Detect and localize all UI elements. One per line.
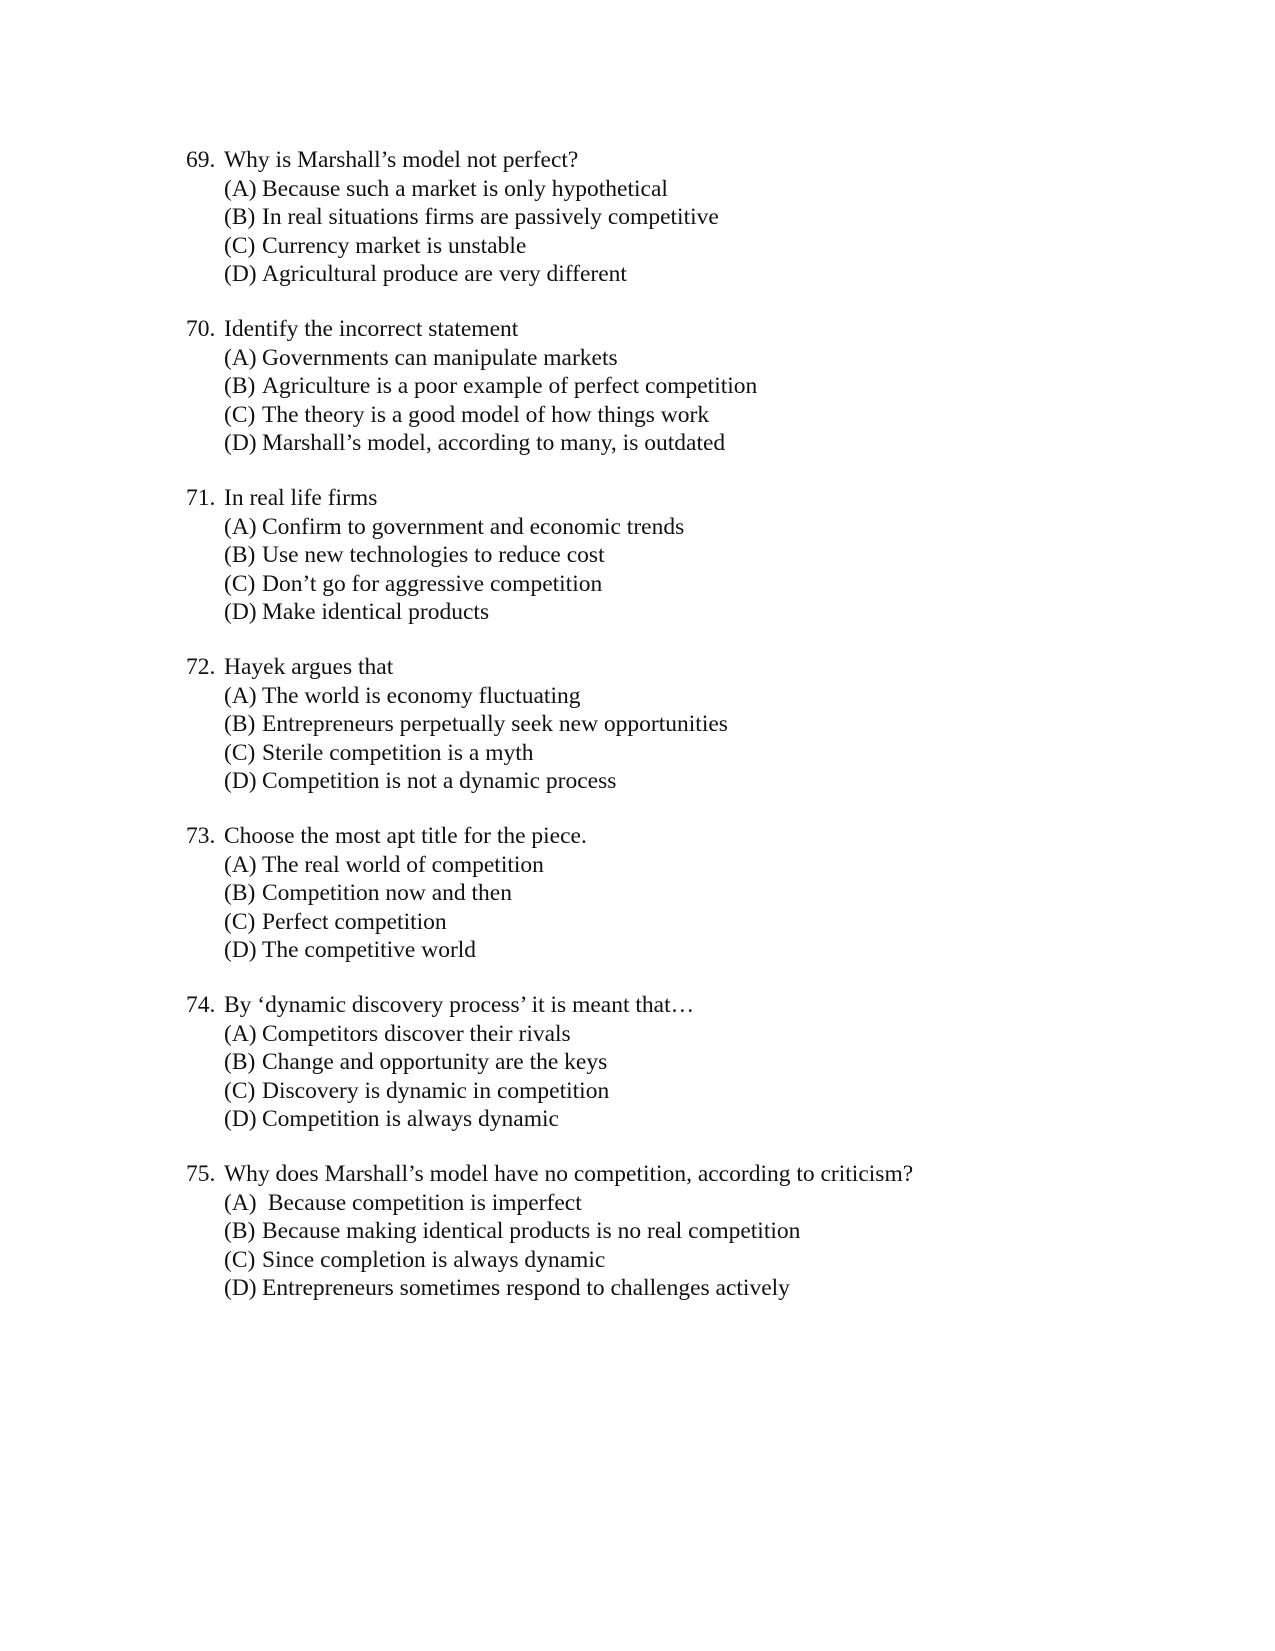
option-d	[186, 767, 1186, 796]
option-letter: (D)	[224, 261, 257, 288]
option-letter: (D)	[224, 768, 257, 795]
question-74	[186, 991, 1186, 1134]
option-text: Perfect competition	[262, 908, 447, 935]
question-stem	[186, 315, 1186, 344]
question-75	[186, 1160, 1186, 1303]
option-letter: (A)	[224, 513, 257, 540]
option-text: Because making identical products is no real competition	[262, 1218, 801, 1245]
question-number: 73.	[186, 823, 216, 849]
option-letter: (B)	[224, 1218, 256, 1245]
option-b	[186, 372, 1186, 401]
option-a	[186, 682, 1186, 711]
option-text: Discovery is dynamic in competition	[262, 1077, 610, 1104]
question-stem	[186, 991, 1186, 1020]
option-text: Competitors discover their rivals	[262, 1020, 571, 1047]
option-a	[186, 1020, 1186, 1049]
question-number: 75.	[186, 1161, 216, 1187]
option-letter: (B)	[224, 880, 256, 907]
option-letter: (B)	[224, 542, 256, 569]
option-c	[186, 908, 1186, 937]
option-letter: (C)	[224, 908, 256, 935]
option-a	[186, 175, 1186, 204]
option-text: Marshall’s model, according to many, is outdated	[262, 430, 726, 457]
option-a	[186, 513, 1186, 542]
question-text: In real life firms	[224, 485, 378, 511]
question-text: By ‘dynamic discovery process’ it is meant that…	[224, 992, 695, 1018]
option-letter: (B)	[224, 204, 256, 231]
option-text: Currency market is unstable	[262, 232, 527, 259]
question-72	[186, 653, 1186, 796]
option-text: Competition now and then	[262, 880, 512, 907]
option-text: Entrepreneurs sometimes respond to challenges actively	[262, 1275, 790, 1302]
question-73	[186, 822, 1186, 965]
option-b	[186, 203, 1186, 232]
option-text: Sterile competition is a myth	[262, 739, 534, 766]
option-text: Change and opportunity are the keys	[262, 1049, 608, 1076]
question-number: 72.	[186, 654, 216, 680]
option-text: Confirm to government and economic trends	[262, 513, 685, 540]
question-number: 70.	[186, 316, 216, 342]
question-text: Why is Marshall’s model not perfect?	[224, 147, 579, 173]
option-b	[186, 541, 1186, 570]
option-d	[186, 260, 1186, 289]
option-b	[186, 1217, 1186, 1246]
question-70	[186, 315, 1186, 458]
option-text: In real situations firms are passively competitive	[262, 204, 719, 231]
option-text: Make identical products	[262, 599, 490, 626]
option-letter: (A)	[224, 851, 257, 878]
option-text: Use new technologies to reduce cost	[262, 542, 605, 569]
option-a	[186, 344, 1186, 373]
question-text: Choose the most apt title for the piece.	[224, 823, 587, 849]
option-d	[186, 598, 1186, 627]
question-number: 74.	[186, 992, 216, 1018]
option-c	[186, 1246, 1186, 1275]
question-text: Hayek argues that	[224, 654, 394, 680]
option-letter: (B)	[224, 373, 256, 400]
option-letter: (A)	[224, 682, 257, 709]
option-letter: (A)	[224, 175, 257, 202]
option-letter: (C)	[224, 1246, 256, 1273]
question-69	[186, 146, 1186, 289]
question-stem	[186, 653, 1186, 682]
option-text: Don’t go for aggressive competition	[262, 570, 603, 597]
option-letter: (B)	[224, 711, 256, 738]
option-text: The real world of competition	[262, 851, 544, 878]
option-a	[186, 1189, 1186, 1218]
option-text: Because competition is imperfect	[262, 1189, 582, 1216]
option-text: Since completion is always dynamic	[262, 1246, 606, 1273]
option-letter: (C)	[224, 739, 256, 766]
option-d	[186, 429, 1186, 458]
option-letter: (C)	[224, 1077, 256, 1104]
option-c	[186, 739, 1186, 768]
question-stem	[186, 146, 1186, 175]
question-number: 69.	[186, 147, 216, 173]
option-letter: (A)	[224, 1020, 257, 1047]
question-stem	[186, 822, 1186, 851]
option-letter: (C)	[224, 570, 256, 597]
option-text: Entrepreneurs perpetually seek new opportunities	[262, 711, 728, 738]
option-letter: (B)	[224, 1049, 256, 1076]
option-text: Agricultural produce are very different	[262, 261, 627, 288]
option-text: Competition is not a dynamic process	[262, 768, 617, 795]
option-text: Competition is always dynamic	[262, 1106, 559, 1133]
option-text: Agriculture is a poor example of perfect competition	[262, 373, 758, 400]
option-c	[186, 232, 1186, 261]
option-b	[186, 710, 1186, 739]
option-letter: (C)	[224, 401, 256, 428]
question-stem	[186, 484, 1186, 513]
question-number: 71.	[186, 485, 216, 511]
option-a	[186, 851, 1186, 880]
option-letter: (D)	[224, 430, 257, 457]
option-text: The theory is a good model of how things work	[262, 401, 710, 428]
option-letter: (D)	[224, 599, 257, 626]
option-b	[186, 1048, 1186, 1077]
option-letter: (A)	[224, 344, 257, 371]
question-71	[186, 484, 1186, 627]
option-letter: (C)	[224, 232, 256, 259]
question-text: Identify the incorrect statement	[224, 316, 519, 342]
option-text: Governments can manipulate markets	[262, 344, 618, 371]
option-d	[186, 1105, 1186, 1134]
option-b	[186, 879, 1186, 908]
option-c	[186, 570, 1186, 599]
option-d	[186, 936, 1186, 965]
option-text: The world is economy fluctuating	[262, 682, 581, 709]
option-text: Because such a market is only hypothetical	[262, 175, 668, 202]
option-d	[186, 1274, 1186, 1303]
option-c	[186, 401, 1186, 430]
option-letter: (A)	[224, 1189, 257, 1216]
question-stem	[186, 1160, 1186, 1189]
option-text: The competitive world	[262, 937, 477, 964]
option-letter: (D)	[224, 1275, 257, 1302]
option-c	[186, 1077, 1186, 1106]
option-letter: (D)	[224, 937, 257, 964]
option-letter: (D)	[224, 1106, 257, 1133]
question-text: Why does Marshall’s model have no competition, according to criticism?	[224, 1161, 914, 1187]
